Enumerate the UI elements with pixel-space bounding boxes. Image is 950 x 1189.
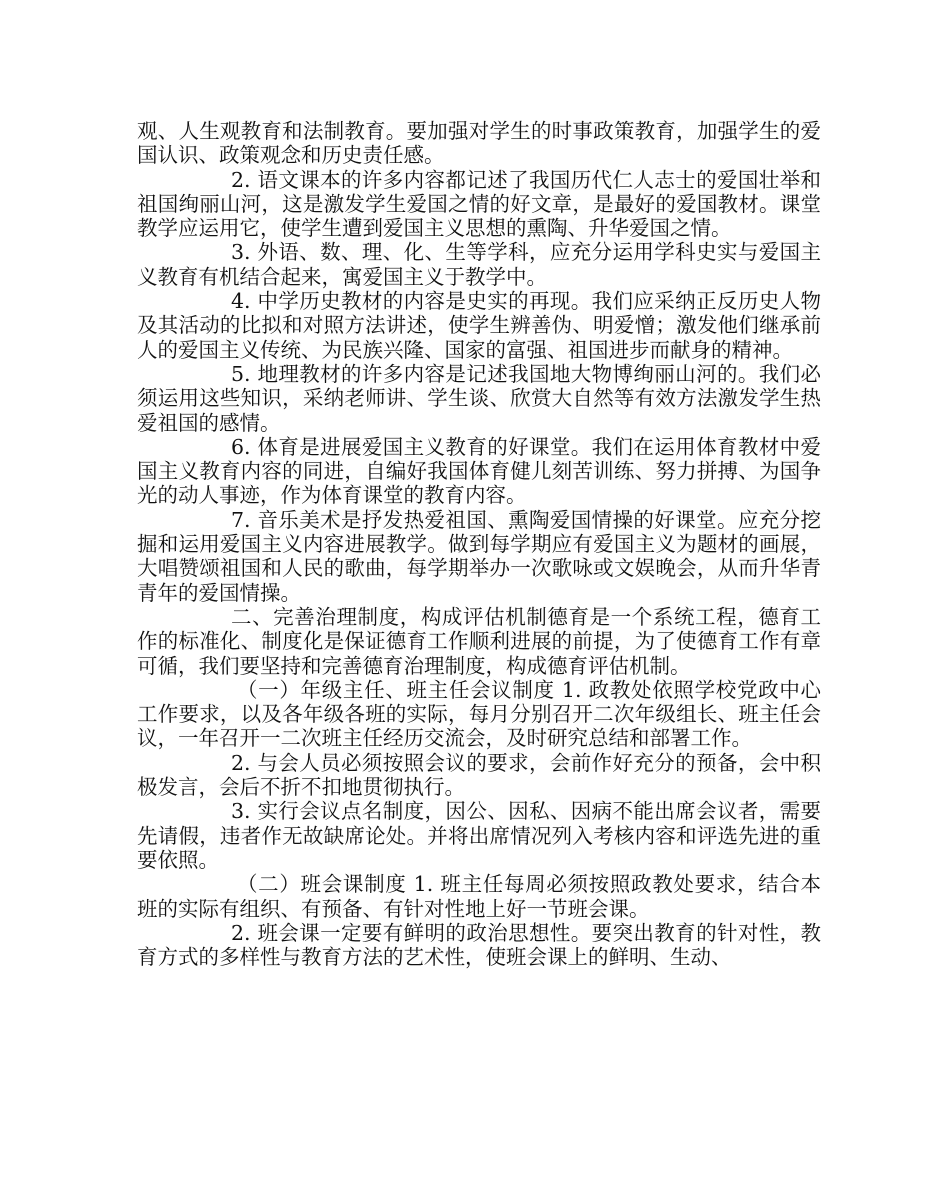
- paragraph-physical-education: 6. 体育是进展爱国主义教育的好课堂。我们在运用体育教材中爱国主义教育内容的同进，自编好我国体育健儿刻苦训练、努力拼搏、为国争光的动人事迹，作为体育课堂的教育内容。: [137, 434, 821, 508]
- paragraph-other-subjects: 3. 外语、数、理、化、生等学科，应充分运用学科史实与爱国主义教育有机结合起来，寓爱国主义于教学中。: [137, 240, 821, 289]
- paragraph-meeting-attendees: 2. 与会人员必须按照会议的要求，会前作好充分的预备，会中积极发言，会后不折不扣地贯彻执行。: [137, 750, 821, 800]
- paragraph-class-meeting-content: 2. 班会课一定要有鲜明的政治思想性。要突出教育的针对性，教育方式的多样性与教育方法的艺术性，使班会课上的鲜明、生动、: [137, 920, 821, 970]
- document-body: [137, 119, 821, 969]
- paragraph-class-meeting-system: （二）班会课制度 1. 班主任每周必须按照政教处要求，结合本班的实际有组织、有预备、有针对性地上好一节班会课。: [137, 872, 821, 921]
- paragraph-roll-call: 3. 实行会议点名制度，因公、因私、因病不能出席会议者，需要先请假，违者作无故缺席论处。并将出席情况列入考核内容和评选先进的重要依照。: [137, 799, 821, 872]
- section-heading-management: 二、完善治理制度，构成评估机制德育是一个系统工程，德育工作的标准化、制度化是保证德育工作顺利进展的前提，为了使德育工作有章可循，我们要坚持和完善德育治理制度，构成德育评估机制。: [137, 604, 821, 678]
- paragraph-continuation: 观、人生观教育和法制教育。要加强对学生的时事政策教育，加强学生的爱国认识、政策观念和历史责任感。: [137, 119, 821, 168]
- paragraph-meeting-system: （一）年级主任、班主任会议制度 1. 政教处依照学校党政中心工作要求，以及各年级各班的实际，每月分别召开二次年级组长、班主任会议，一年召开一二次班主任经历交流会，及时研究总结和部署工作。: [137, 677, 821, 751]
- paragraph-chinese-textbook: 2. 语文课本的许多内容都记述了我国历代仁人志士的爱国壮举和祖国绚丽山河，这是激发学生爱国之情的好文章，是最好的爱国教材。课堂教学应运用它，使学生遭到爱国主义思想的熏陶、升华爱国之情。: [137, 167, 821, 241]
- paragraph-history: 4. 中学历史教材的内容是史实的再现。我们应采纳正反历史人物及其活动的比拟和对照方法讲述，使学生辨善伪、明爱憎；激发他们继承前人的爱国主义传统、为民族兴隆、国家的富强、祖国进步而献身的精神。: [137, 289, 821, 362]
- paragraph-music-art: 7. 音乐美术是抒发热爱祖国、熏陶爱国情操的好课堂。应充分挖掘和运用爱国主义内容进展教学。做到每学期应有爱国主义为题材的画展，大唱赞颂祖国和人民的歌曲，每学期举办一次歌咏或文娱晚会，从而升华青青年的爱国情操。: [137, 507, 821, 605]
- paragraph-geography: 5. 地理教材的许多内容是记述我国地大物博绚丽山河的。我们必须运用这些知识，采纳老师讲、学生谈、欣赏大自然等有效方法激发学生热爱祖国的感情。: [137, 361, 821, 435]
